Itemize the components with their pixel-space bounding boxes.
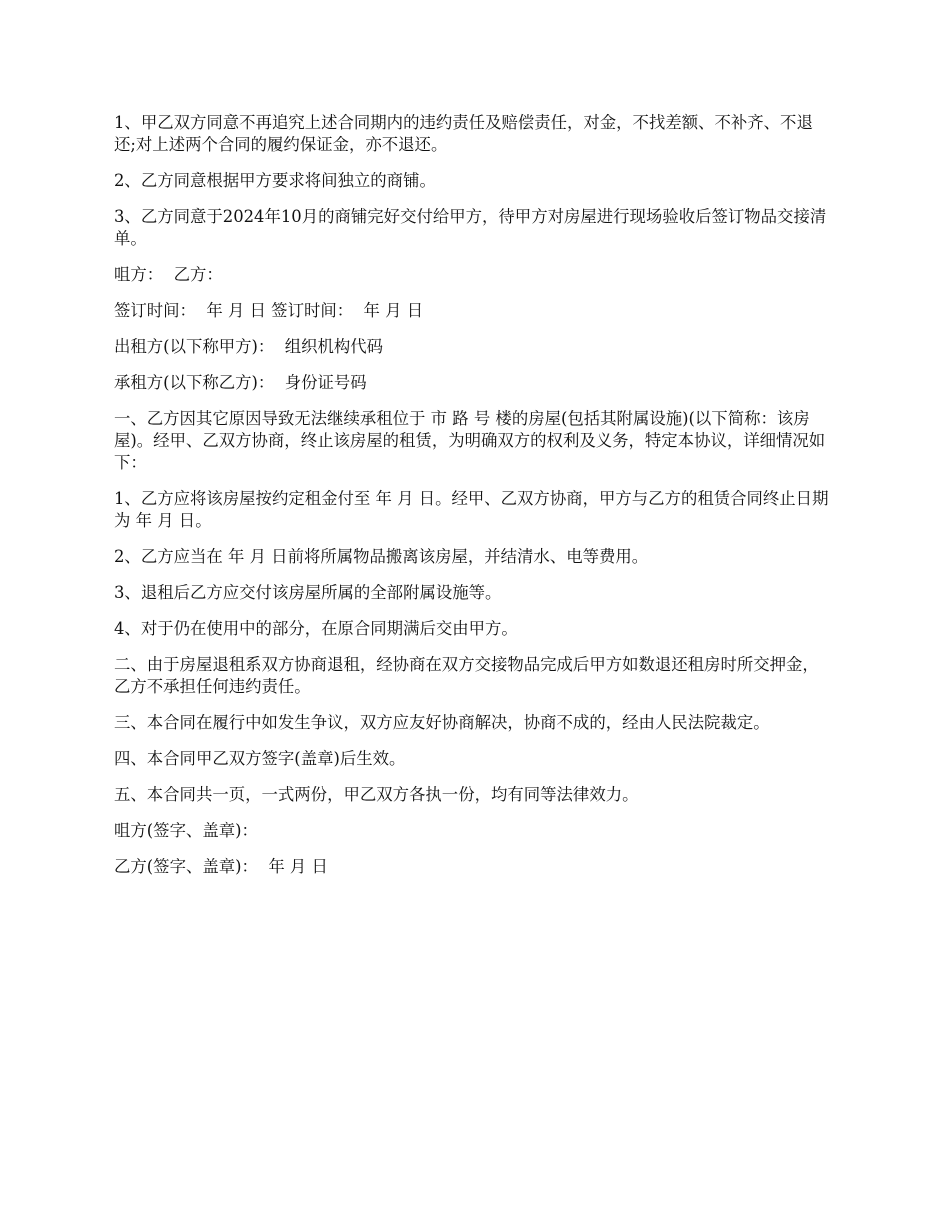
signing-time-line: 签订时间： 年 月 日 签订时间： 年 月 日 xyxy=(114,301,424,320)
section-1-item-1: 1、乙方应将该房屋按约定租金付至 年 月 日。经甲、乙双方协商，甲方与乙方的租赁合同终止日期为 年 月 日。 xyxy=(114,489,829,530)
clause-3-handover: 3、乙方同意于2024年10月的商铺完好交付给甲方，待甲方对房屋进行现场验收后签订物品交接清单。 xyxy=(114,207,827,248)
section-3-disputes: 三、本合同在履行中如发生争议，双方应友好协商解决，协商不成的，经由人民法院裁定。 xyxy=(114,713,770,732)
section-4-effective: 四、本合同甲乙双方签字(盖章)后生效。 xyxy=(114,749,406,768)
section-2-deposit: 二、由于房屋退租系双方协商退租，经协商在双方交接物品完成后甲方如数退还租房时所交押金，乙方不承担任何违约责任。 xyxy=(114,655,819,696)
lessee-line: 承租方(以下称乙方)： 身份证号码 xyxy=(114,373,367,392)
document-body xyxy=(114,112,834,892)
section-1-termination: 一、乙方因其它原因导致无法继续承租位于 市 路 号 楼的房屋(包括其附属设施)(以下简称：该房屋)。经甲、乙双方协商，终止该房屋的租赁，为明确双方的权利及义务，特定本协议，详细情况如下： xyxy=(114,409,826,472)
lessor-line: 出租方(以下称甲方)： 组织机构代码 xyxy=(114,337,384,356)
clause-1-no-liability: 1、甲乙双方同意不再追究上述合同期内的违约责任及赔偿责任，对金，不找差额、不补齐、不退还;对上述两个合同的履约保证金，亦不退还。 xyxy=(114,113,813,154)
section-5-copies: 五、本合同共一页，一式两份，甲乙双方各执一份，均有同等法律效力。 xyxy=(114,785,639,804)
party-a-signature-line: 咀方(签字、盖章)： xyxy=(114,821,258,840)
clause-2-independent-shop: 2、乙方同意根据甲方要求将间独立的商铺。 xyxy=(114,171,436,190)
section-1-item-4: 4、对于仍在使用中的部分，在原合同期满后交由甲方。 xyxy=(114,619,518,638)
section-1-item-3: 3、退租后乙方应交付该房屋所属的全部附属设施等。 xyxy=(114,583,502,602)
section-1-item-2: 2、乙方应当在 年 月 日前将所属物品搬离该房屋，并结清水、电等费用。 xyxy=(114,547,649,566)
party-b-signature-line: 乙方(签字、盖章)： 年 月 日 xyxy=(114,857,328,876)
party-line: 咀方： 乙方： xyxy=(114,265,223,284)
